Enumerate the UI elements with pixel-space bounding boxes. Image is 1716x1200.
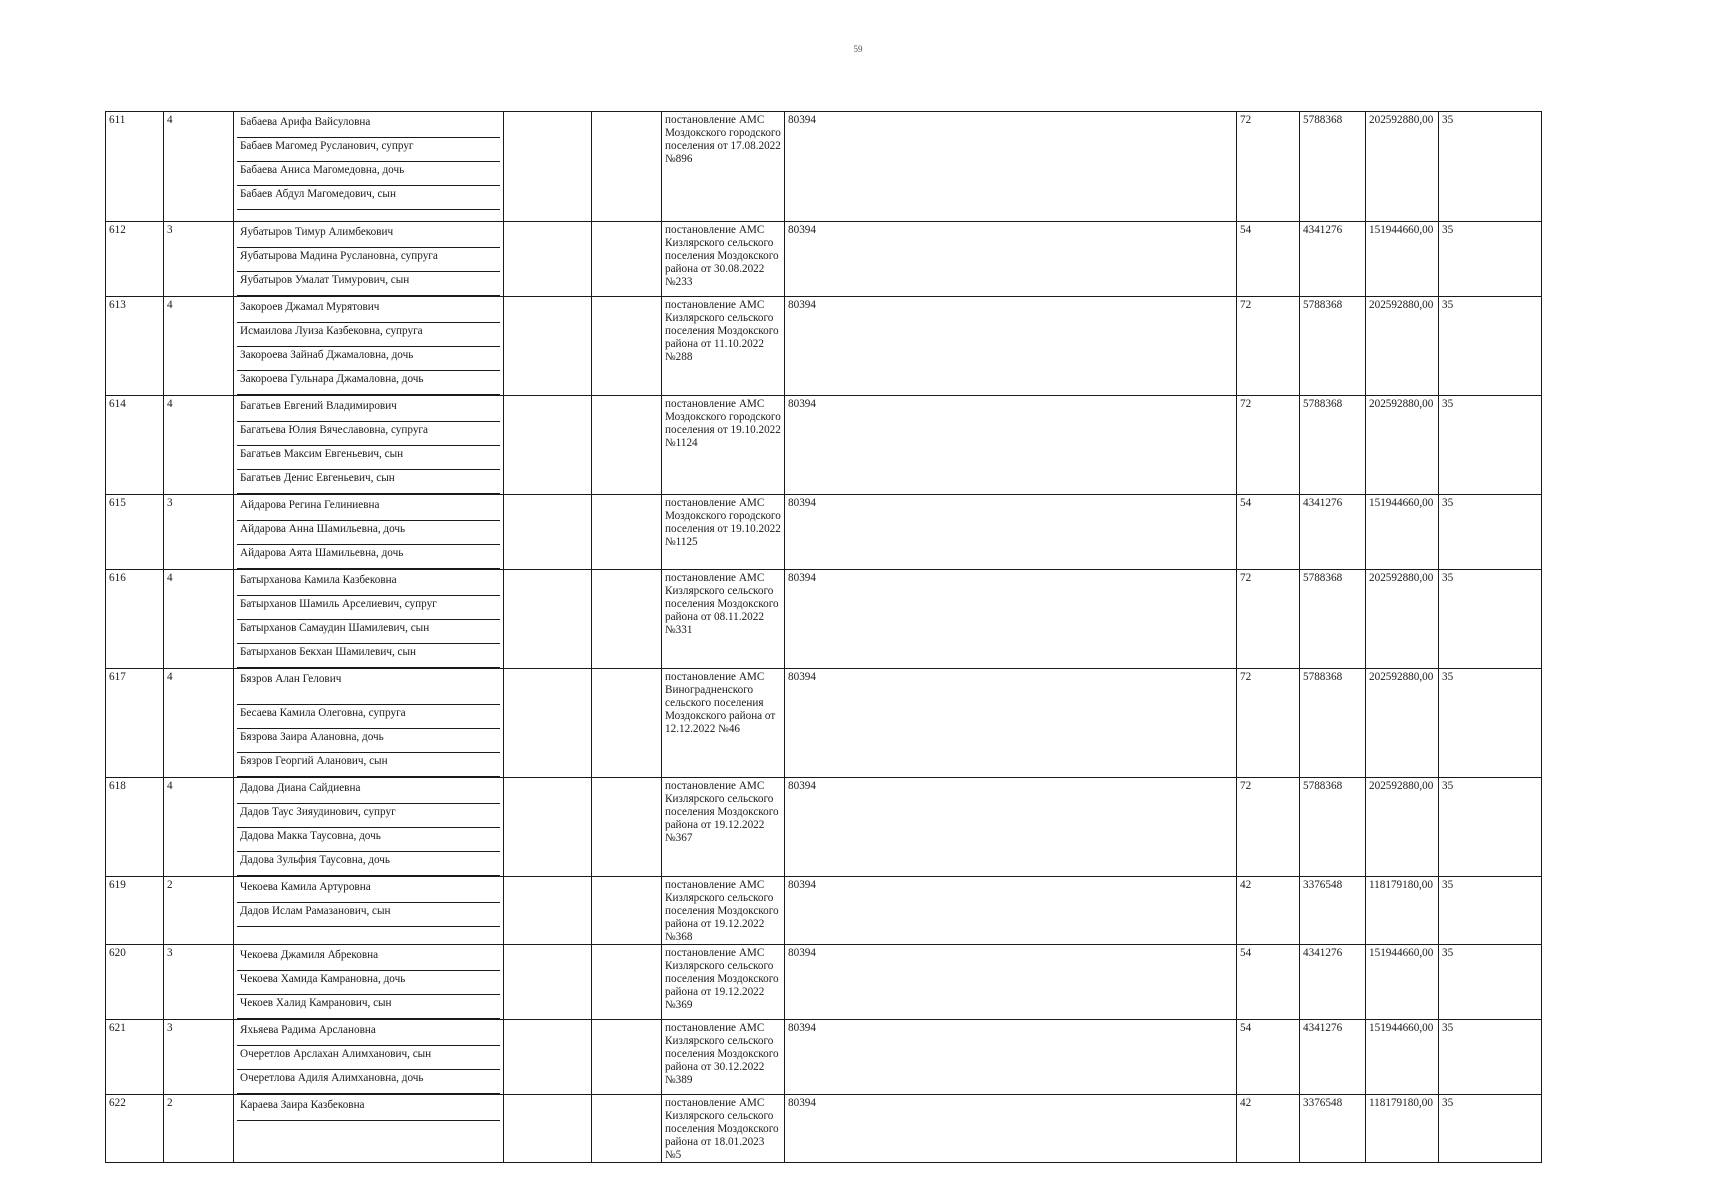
region-code-cell: 80394 [785, 396, 1237, 495]
empty-column-a [504, 495, 592, 570]
family-size-cell: 4 [164, 570, 234, 669]
family-members-cell [234, 1020, 504, 1095]
family-number-cell: 612 [106, 222, 164, 297]
housing-cost-cell: 5788368 [1300, 669, 1366, 778]
table-row [106, 222, 1582, 297]
housing-area-cell: 72 [1237, 297, 1300, 396]
family-member-name: Чекоева Камила Артуровна [237, 879, 500, 903]
total-amount-cell: 202592880,00 [1366, 570, 1439, 669]
housing-cost-cell: 3376548 [1300, 1095, 1366, 1163]
housing-area-cell: 54 [1237, 1020, 1300, 1095]
empty-column-b [592, 1020, 662, 1095]
empty-column-a [504, 297, 592, 396]
table-row [106, 778, 1582, 877]
table-row [106, 877, 1582, 945]
housing-area-cell: 42 [1237, 1095, 1300, 1163]
family-size-cell: 2 [164, 1095, 234, 1163]
family-member-name: Багатьев Максим Евгеньевич, сын [237, 446, 500, 470]
empty-column-b [592, 1095, 662, 1163]
family-member-name: Дадова Диана Сайдиевна [237, 780, 500, 804]
term-cell: 35 [1439, 877, 1542, 945]
total-amount-cell: 202592880,00 [1366, 396, 1439, 495]
family-number-cell: 613 [106, 297, 164, 396]
family-member-name: Бабаев Магомед Русланович, супруг [237, 138, 500, 162]
family-member-name: Закороев Джамал Мурятович [237, 299, 500, 323]
family-member-name: Дадова Зульфия Таусовна, дочь [237, 852, 500, 876]
family-member-name: Багатьева Юлия Вячеславовна, супруга [237, 422, 500, 446]
family-member-name: Закороева Гульнара Джамаловна, дочь [237, 371, 500, 395]
empty-column-b [592, 222, 662, 297]
empty-column-a [504, 222, 592, 297]
family-member-name: Бесаева Камила Олеговна, супруга [237, 705, 500, 729]
decision-document-cell: постановление АМС Кизлярского сельского поселения Моздокского района от 19.12.2022 №367 [662, 778, 785, 877]
table-row [106, 570, 1582, 669]
family-member-name: Очеретлов Арслахан Алимханович, сын [237, 1046, 500, 1070]
family-member-name: Айдарова Аята Шамильевна, дочь [237, 545, 500, 569]
register-table-body [106, 112, 1582, 1163]
decision-document-cell: постановление АМС Кизлярского сельского поселения Моздокского района от 18.01.2023 №5 [662, 1095, 785, 1163]
housing-cost-cell: 5788368 [1300, 112, 1366, 222]
family-members-cell [234, 778, 504, 877]
family-member-name: Яубатырова Мадина Руслановна, супруга [237, 248, 500, 272]
family-member-name: Багатьев Денис Евгеньевич, сын [237, 470, 500, 494]
family-members-cell [234, 945, 504, 1020]
housing-cost-cell: 5788368 [1300, 297, 1366, 396]
family-size-cell: 4 [164, 112, 234, 222]
empty-column-a [504, 570, 592, 669]
housing-area-cell: 54 [1237, 495, 1300, 570]
page-number: 59 [853, 44, 863, 54]
empty-column-a [504, 112, 592, 222]
term-cell: 35 [1439, 1020, 1542, 1095]
region-code-cell: 80394 [785, 112, 1237, 222]
decision-document-cell: постановление АМС Моздокского городского поселения от 17.08.2022 №896 [662, 112, 785, 222]
family-member-name: Бязров Георгий Аланович, сын [237, 753, 500, 777]
family-member-name: Караева Заира Казбековна [237, 1097, 500, 1121]
housing-area-cell: 54 [1237, 945, 1300, 1020]
family-member-name: Исмаилова Луиза Казбековна, супруга [237, 323, 500, 347]
housing-cost-cell: 3376548 [1300, 877, 1366, 945]
housing-cost-cell: 4341276 [1300, 1020, 1366, 1095]
housing-area-cell: 72 [1237, 112, 1300, 222]
region-code-cell: 80394 [785, 877, 1237, 945]
region-code-cell: 80394 [785, 297, 1237, 396]
family-member-name: Дадов Таус Зияудинович, супруг [237, 804, 500, 828]
empty-column-a [504, 669, 592, 778]
empty-column-a [504, 396, 592, 495]
family-member-name: Чекоев Халид Камранович, сын [237, 995, 500, 1019]
empty-column-b [592, 570, 662, 669]
family-member-name: Дадов Ислам Рамазанович, сын [237, 903, 500, 927]
table-row [106, 297, 1582, 396]
family-members-cell [234, 570, 504, 669]
housing-cost-cell: 5788368 [1300, 396, 1366, 495]
total-amount-cell: 151944660,00 [1366, 222, 1439, 297]
family-member-name: Чекоева Хамида Камрановна, дочь [237, 971, 500, 995]
decision-document-cell: постановление АМС Кизлярского сельского поселения Моздокского района от 11.10.2022 №288 [662, 297, 785, 396]
housing-area-cell: 72 [1237, 570, 1300, 669]
region-code-cell: 80394 [785, 570, 1237, 669]
family-members-cell [234, 1095, 504, 1163]
term-cell: 35 [1439, 1095, 1542, 1163]
family-member-name: Закороева Зайнаб Джамаловна, дочь [237, 347, 500, 371]
empty-column-a [504, 1095, 592, 1163]
family-number-cell: 614 [106, 396, 164, 495]
family-members-cell [234, 495, 504, 570]
term-cell: 35 [1439, 570, 1542, 669]
empty-column-a [504, 778, 592, 877]
term-cell: 35 [1439, 945, 1542, 1020]
housing-cost-cell: 5788368 [1300, 778, 1366, 877]
decision-document-cell: постановление АМС Кизлярского сельского поселения Моздокского района от 19.12.2022 №369 [662, 945, 785, 1020]
table-row [106, 396, 1582, 495]
region-code-cell: 80394 [785, 945, 1237, 1020]
family-member-name: Чекоева Джамиля Абрековна [237, 947, 500, 971]
term-cell: 35 [1439, 396, 1542, 495]
family-number-cell: 619 [106, 877, 164, 945]
family-member-name: Бязров Алан Гелович [237, 671, 500, 705]
family-member-name: Батырханова Камила Казбековна [237, 572, 500, 596]
term-cell: 35 [1439, 495, 1542, 570]
family-member-name: Яубатыров Тимур Алимбекович [237, 224, 500, 248]
total-amount-cell: 202592880,00 [1366, 112, 1439, 222]
empty-column-a [504, 1020, 592, 1095]
decision-document-cell: постановление АМС Виноградненского сельского поселения Моздокского района от 12.12.2022 №46 [662, 669, 785, 778]
empty-column-b [592, 945, 662, 1020]
family-size-cell: 3 [164, 1020, 234, 1095]
empty-column-b [592, 669, 662, 778]
empty-column-a [504, 945, 592, 1020]
decision-document-cell: постановление АМС Моздокского городского поселения от 19.10.2022 №1124 [662, 396, 785, 495]
family-member-name: Яхьяева Радима Арслановна [237, 1022, 500, 1046]
family-member-name: Бабаева Аниса Магомедовна, дочь [237, 162, 500, 186]
region-code-cell: 80394 [785, 669, 1237, 778]
family-size-cell: 4 [164, 778, 234, 877]
family-size-cell: 2 [164, 877, 234, 945]
family-member-name: Багатьев Евгений Владимирович [237, 398, 500, 422]
housing-cost-cell: 4341276 [1300, 222, 1366, 297]
term-cell: 35 [1439, 222, 1542, 297]
housing-area-cell: 54 [1237, 222, 1300, 297]
empty-column-b [592, 778, 662, 877]
family-members-cell [234, 396, 504, 495]
family-member-name: Айдарова Регина Гелиниевна [237, 497, 500, 521]
empty-column-b [592, 877, 662, 945]
total-amount-cell: 151944660,00 [1366, 945, 1439, 1020]
register-table [105, 111, 1582, 1163]
decision-document-cell: постановление АМС Кизлярского сельского поселения Моздокского района от 19.12.2022 №368 [662, 877, 785, 945]
term-cell: 35 [1439, 778, 1542, 877]
total-amount-cell: 202592880,00 [1366, 297, 1439, 396]
total-amount-cell: 202592880,00 [1366, 778, 1439, 877]
family-members-cell [234, 877, 504, 945]
housing-area-cell: 72 [1237, 396, 1300, 495]
family-member-name: Батырханов Шамиль Арселиевич, супруг [237, 596, 500, 620]
total-amount-cell: 202592880,00 [1366, 669, 1439, 778]
family-members-cell [234, 222, 504, 297]
table-row [106, 112, 1582, 222]
family-size-cell: 4 [164, 669, 234, 778]
family-member-name: Дадова Макка Таусовна, дочь [237, 828, 500, 852]
family-number-cell: 615 [106, 495, 164, 570]
table-row [106, 1095, 1582, 1163]
empty-column-b [592, 297, 662, 396]
family-size-cell: 3 [164, 945, 234, 1020]
family-number-cell: 616 [106, 570, 164, 669]
family-size-cell: 3 [164, 222, 234, 297]
total-amount-cell: 151944660,00 [1366, 495, 1439, 570]
family-members-cell [234, 669, 504, 778]
region-code-cell: 80394 [785, 222, 1237, 297]
term-cell: 35 [1439, 669, 1542, 778]
housing-area-cell: 42 [1237, 877, 1300, 945]
family-size-cell: 4 [164, 297, 234, 396]
region-code-cell: 80394 [785, 1020, 1237, 1095]
region-code-cell: 80394 [785, 1095, 1237, 1163]
family-members-cell [234, 112, 504, 222]
decision-document-cell: постановление АМС Моздокского городского поселения от 19.10.2022 №1125 [662, 495, 785, 570]
decision-document-cell: постановление АМС Кизлярского сельского поселения Моздокского района от 30.12.2022 №389 [662, 1020, 785, 1095]
table-row [106, 1020, 1582, 1095]
total-amount-cell: 118179180,00 [1366, 877, 1439, 945]
region-code-cell: 80394 [785, 778, 1237, 877]
table-row [106, 669, 1582, 778]
family-number-cell: 622 [106, 1095, 164, 1163]
housing-area-cell: 72 [1237, 778, 1300, 877]
family-member-name: Бабаева Арифа Вайсуловна [237, 114, 500, 138]
housing-cost-cell: 4341276 [1300, 945, 1366, 1020]
housing-cost-cell: 5788368 [1300, 570, 1366, 669]
housing-cost-cell: 4341276 [1300, 495, 1366, 570]
table-row [106, 495, 1582, 570]
family-number-cell: 617 [106, 669, 164, 778]
family-number-cell: 618 [106, 778, 164, 877]
family-number-cell: 621 [106, 1020, 164, 1095]
empty-column-a [504, 877, 592, 945]
family-number-cell: 611 [106, 112, 164, 222]
decision-document-cell: постановление АМС Кизлярского сельского поселения Моздокского района от 30.08.2022 №233 [662, 222, 785, 297]
term-cell: 35 [1439, 297, 1542, 396]
region-code-cell: 80394 [785, 495, 1237, 570]
family-member-name: Айдарова Анна Шамильевна, дочь [237, 521, 500, 545]
family-member-name: Очеретлова Адиля Алимхановна, дочь [237, 1070, 500, 1094]
family-member-name: Бязрова Заира Алановна, дочь [237, 729, 500, 753]
total-amount-cell: 151944660,00 [1366, 1020, 1439, 1095]
family-number-cell: 620 [106, 945, 164, 1020]
table-row [106, 945, 1582, 1020]
family-size-cell: 4 [164, 396, 234, 495]
empty-column-b [592, 396, 662, 495]
housing-area-cell: 72 [1237, 669, 1300, 778]
family-size-cell: 3 [164, 495, 234, 570]
term-cell: 35 [1439, 112, 1542, 222]
decision-document-cell: постановление АМС Кизлярского сельского поселения Моздокского района от 08.11.2022 №331 [662, 570, 785, 669]
family-member-name: Бабаев Абдул Магомедович, сын [237, 186, 500, 210]
family-member-name: Батырханов Бекхан Шамилевич, сын [237, 644, 500, 668]
register-table-area [105, 111, 1581, 1161]
family-member-name: Яубатыров Умалат Тимурович, сын [237, 272, 500, 296]
total-amount-cell: 118179180,00 [1366, 1095, 1439, 1163]
empty-column-b [592, 112, 662, 222]
empty-column-b [592, 495, 662, 570]
family-member-name: Батырханов Самаудин Шамилевич, сын [237, 620, 500, 644]
family-members-cell [234, 297, 504, 396]
